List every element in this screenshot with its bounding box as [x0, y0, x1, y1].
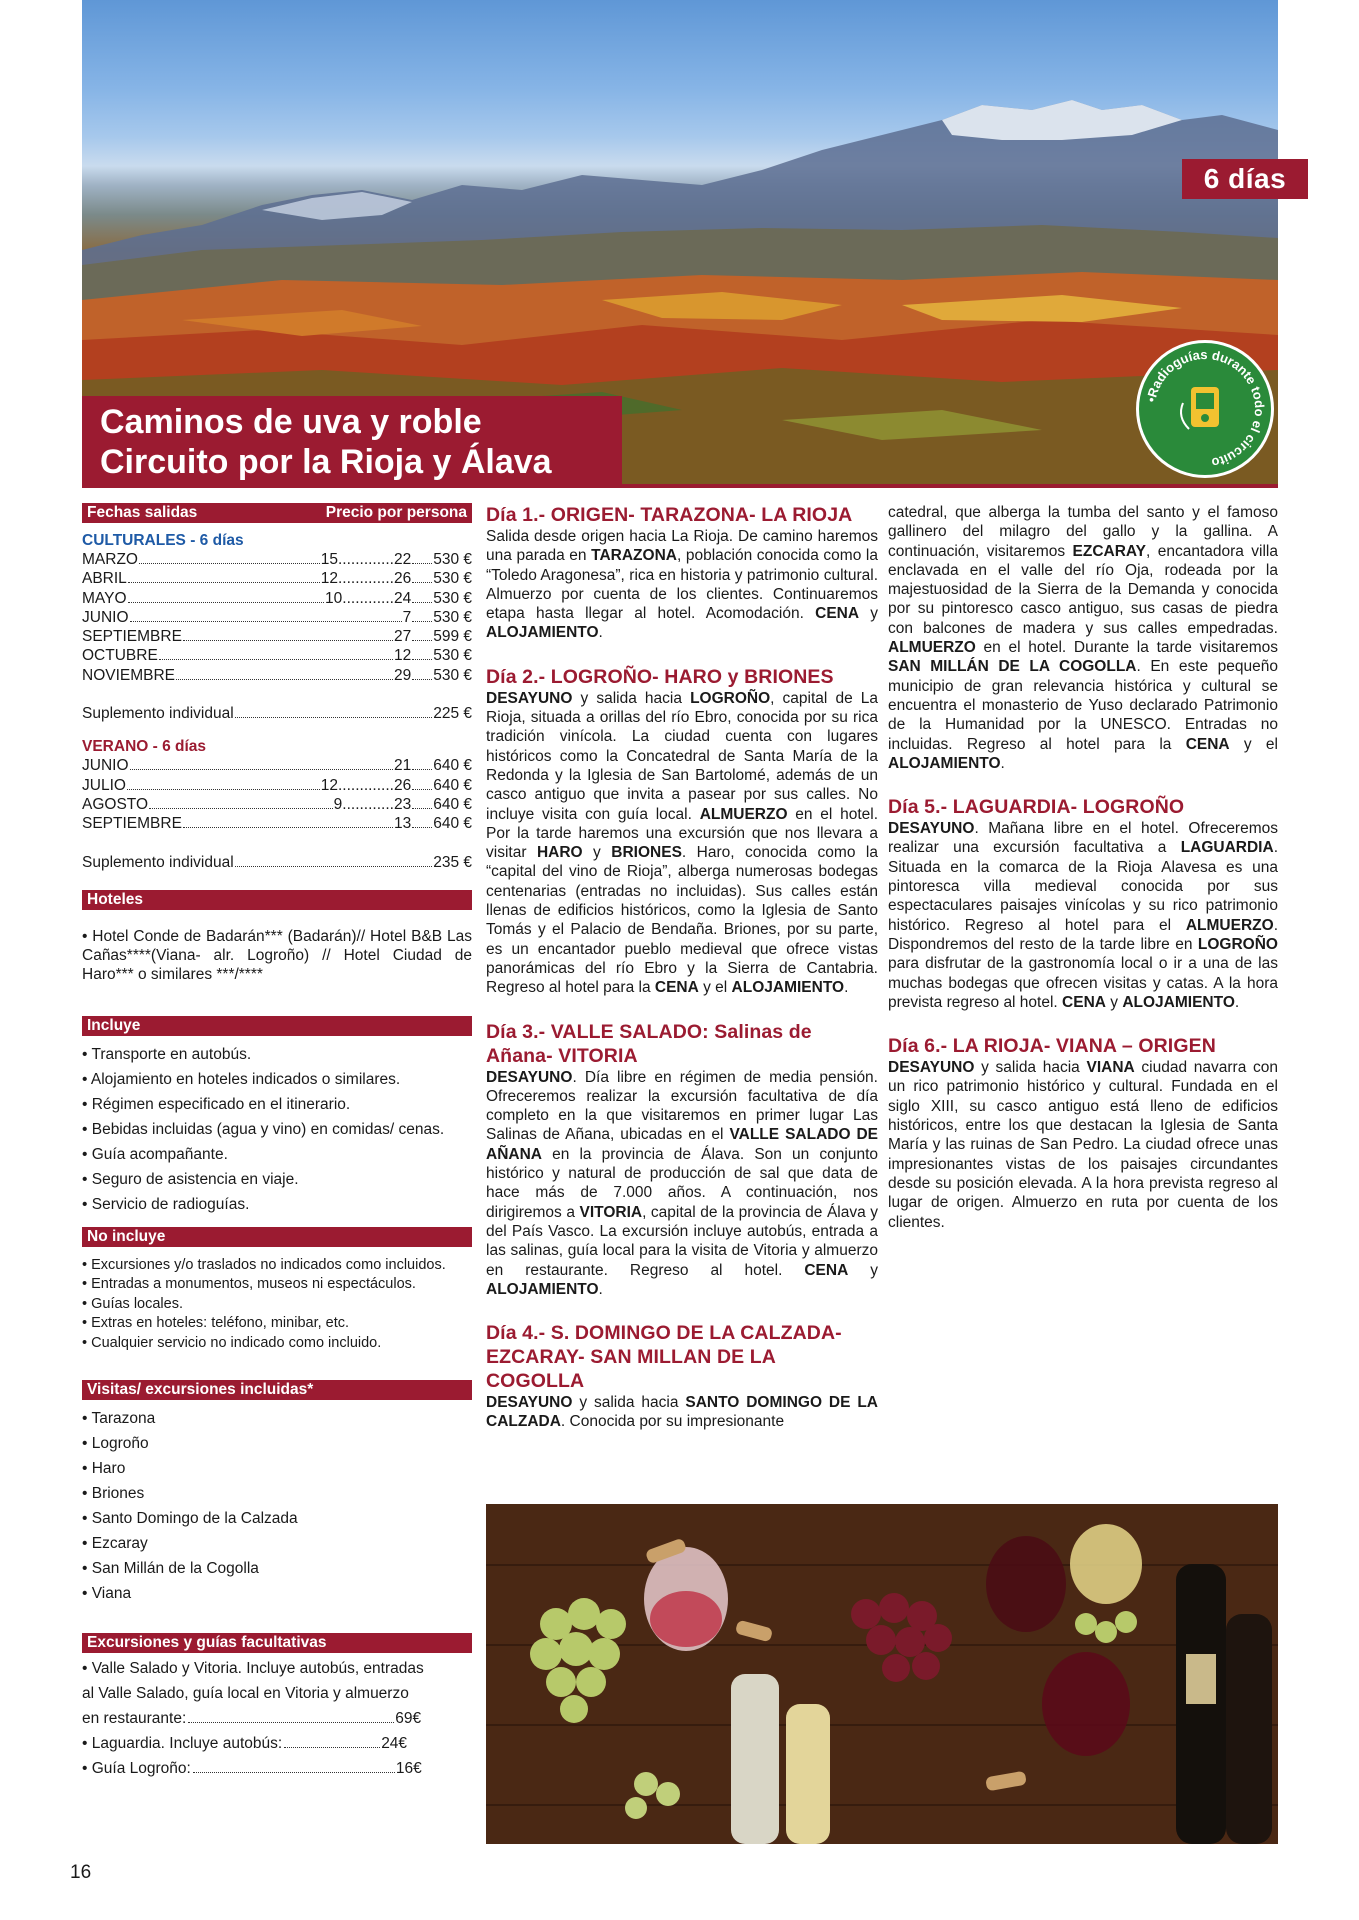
tour-title-box: [82, 396, 622, 488]
optional-item-label: en restaurante:: [82, 1710, 187, 1728]
dates: 10............24: [325, 589, 412, 607]
supplement-label: Suplemento individual: [82, 853, 234, 871]
price: 640 €: [433, 815, 472, 833]
month: MAYO: [82, 589, 127, 607]
verano-price-list: [82, 756, 472, 833]
price: 530 €: [433, 551, 472, 568]
dates: 12.............26: [320, 776, 412, 794]
list-item: • Seguro de asistencia en viaje.: [82, 1170, 299, 1188]
optional-header: [82, 1633, 472, 1653]
optional-list: [82, 1656, 472, 1781]
optional-item-price: 16€: [395, 1760, 422, 1778]
price-row: [82, 756, 472, 775]
day-1-title: Día 1.- ORIGEN- TARAZONA- LA RIOJA: [486, 504, 853, 526]
includes-list: [82, 1042, 472, 1217]
price: 640 €: [433, 757, 472, 775]
dates-header: Fechas salidas: [87, 504, 198, 521]
day-4-title: Día 4.- S. DOMINGO DE LA CALZADA- EZCARAY- SAN MILLAN DE LA COGOLLA: [486, 1322, 842, 1393]
list-item: • Santo Domingo de la Calzada: [82, 1510, 298, 1528]
culturales-title: CULTURALES - 6 días: [82, 532, 244, 549]
dates: 12: [393, 647, 412, 665]
price: 530 €: [433, 647, 472, 665]
list-item: • Viana: [82, 1585, 132, 1603]
radioguide-badge: [1136, 340, 1274, 478]
list-item: • Tarazona: [82, 1410, 156, 1428]
price: 530 €: [433, 666, 472, 684]
dates: 15.............22: [320, 551, 412, 568]
list-item: • Cualquier servicio no indicado como incluido.: [82, 1334, 382, 1351]
price: 640 €: [433, 776, 472, 794]
list-item: • Transporte en autobús.: [82, 1045, 252, 1063]
month: JUNIO: [82, 608, 129, 626]
list-item: • Bebidas incluidas (agua y vino) en comidas/ cenas.: [82, 1120, 445, 1138]
day-6-title: Día 6.- LA RIOJA- VIANA – ORIGEN: [888, 1035, 1216, 1058]
price-row: [82, 776, 472, 795]
radioguide-badge-text: •Radioguías durante todo el circuito: [1143, 346, 1268, 471]
list-item: • Régimen especificado en el itinerario.: [82, 1095, 351, 1113]
day-4-text: DESAYUNO y salida hacia SANTO DOMINGO DE LA CALZADA. Conocida por su impresionante: [486, 1394, 879, 1431]
month: JULIO: [82, 776, 126, 794]
price-row: [82, 627, 472, 646]
price-row: [82, 550, 472, 569]
hotels-title: Hoteles: [87, 890, 143, 908]
includes-title: Incluye: [87, 1016, 141, 1034]
dates: 29: [393, 666, 412, 684]
dates: 9............23: [333, 795, 412, 813]
duration-badge: 6 días: [1182, 159, 1308, 199]
day-3-text: DESAYUNO. Día libre en régimen de media pensión. Ofreceremos realizar la excursión facultativa de día completo en la que visitaremos en primer lugar Las Salinas de Añana, ubicadas en el VALLE SALADO DE AÑANA en la provincia de Álava. Son un conjunto histórico y natural de producción de sal que data de hace más de 7.000 años. A continuación, nos dirigiremos a VITORIA, capital de la provincia de Álava y del País Vasco. La excursión incluye autobús, entrada a las salinas, guía local para la visita de Vitoria y almuerzo en restaurante. Regreso al hotel. CENA y ALOJAMIENTO.: [486, 1068, 879, 1298]
list-item: • Briones: [82, 1485, 145, 1503]
supplement-label: Suplemento individual: [82, 705, 234, 723]
visits-title: Visitas/ excursiones incluidas*: [87, 1381, 314, 1399]
optional-item-price: 24€: [381, 1735, 408, 1753]
day-3-title: Día 3.- VALLE SALADO: Salinas de Añana- VITORIA: [486, 1020, 812, 1067]
month: AGOSTO: [82, 795, 149, 813]
day-2-title: Día 2.- LOGROÑO- HARO y BRIONES: [486, 665, 834, 688]
day-6-text: DESAYUNO y salida hacia VIANA ciudad navarra con un rico patrimonio histórico y cultural. Fundada en el siglo XIII, su casco antiguo está lleno de edificios históricos, entre los que destacan la Iglesia de Santa María y las ruinas de San Pedro. La ciudad ofrece unas impresionantes vistas de los paisajes circundantes desde su posición elevada. A la hora prevista regreso al lugar de origen. Almuerzo en ruta por cuenta de los clientes.: [888, 1059, 1278, 1231]
list-item: • Logroño: [82, 1435, 149, 1453]
price: 599 €: [433, 628, 472, 646]
supplement-price: 225 €: [433, 705, 472, 723]
left-column: [82, 503, 472, 1781]
supplement-row: [82, 853, 472, 872]
not-includes-title: No incluye: [87, 1227, 166, 1245]
day-2-text: DESAYUNO y salida hacia LOGROÑO, capital de La Rioja, situada a orillas del río Ebro, conocida por su rica tradición vinícola. La ciudad cuenta con lugares históricos como la Concatedral de Santa María de la Redonda y la Iglesia de San Bartolomé, además de un casco antiguo que invita a pasear por sus calles. No incluye visita con guía local. ALMUERZO en el hotel. Por la tarde haremos una excursión que nos llevara a visitar HARO y BRIONES. Haro, conocida como la “capital del vino de Rioja”, alberga numerosas bodegas centenarias (entradas no incluidas). Sus calles están llenas de edificios históricos, como la Iglesia de Santo Tomás y el Palacio de Bendaña. Briones, por su parte, es un encantador pueblo medieval que ofrece vistas panorámicas del río Ebro y la Sierra de Cantabria. Regreso al hotel para la CENA y el ALOJAMIENTO.: [486, 689, 879, 997]
month: OCTUBRE: [82, 647, 158, 665]
tour-title: Caminos de uva y roble: [100, 403, 482, 441]
day-4-text-continued: catedral, que alberga la tumba del santo y el famoso gallinero del milagro del gallo y la gallina. A continuación, visitaremos EZCARAY, encantadora villa enclavada en el valle del río Oja, rodeada por la majestuosidad de la Sierra de la Demanda y conocida por su pintoresco casco antiguo, sus casas de piedra con balcones de madera y sus calles empedradas. ALMUERZO en el hotel. Durante la tarde visitaremos SAN MILLÁN DE LA COGOLLA. En este pequeño municipio de gran relevancia histórica y cultural se encuentra el monasterio de Yuso declarado Patrimonio de la Humanidad por la UNESCO. Entradas no incluidas. Regreso al hotel para la CENA y el ALOJAMIENTO.: [888, 504, 1278, 772]
price-row: [82, 646, 472, 665]
list-item: • Guía acompañante.: [82, 1145, 228, 1163]
hero-divider: [82, 484, 1278, 488]
dates: 13: [393, 815, 412, 833]
day-1-text: Salida desde origen hacia La Rioja. De camino haremos una parada en TARAZONA, población conocida como la “Toledo Aragonesa”, rica en historia y patrimonio cultural. Almuerzo por cuenta de los clientes. Continuaremos etapa hasta llegar al hotel. Acomodación. CENA y ALOJAMIENTO.: [486, 528, 878, 642]
list-item: • Entradas a monumentos, museos ni espectáculos.: [82, 1276, 416, 1293]
month: MARZO: [82, 551, 138, 568]
month: ABRIL: [82, 570, 127, 588]
dates: 21: [393, 757, 412, 775]
optional-title: Excursiones y guías facultativas: [87, 1634, 327, 1652]
visits-header: [82, 1380, 472, 1400]
price-header: Precio por persona: [325, 504, 467, 521]
list-item: • Guías locales.: [82, 1295, 183, 1312]
visits-list: [82, 1406, 472, 1606]
month: SEPTIEMBRE: [82, 815, 182, 833]
includes-header: [82, 1016, 472, 1036]
list-item: • Extras en hoteles: teléfono, minibar, etc.: [82, 1315, 350, 1332]
dates: 27: [393, 628, 412, 646]
list-item: • Ezcaray: [82, 1535, 148, 1553]
price-row: [82, 589, 472, 608]
price: 530 €: [433, 608, 472, 626]
month: JUNIO: [82, 757, 129, 775]
list-item: • San Millán de la Cogolla: [82, 1560, 259, 1578]
price: 640 €: [433, 795, 472, 813]
day-5-title: Día 5.- LAGUARDIA- LOGROÑO: [888, 796, 1185, 819]
optional-price-row: [82, 1731, 472, 1756]
itinerary-column-2: [888, 503, 1278, 1254]
optional-item-price: 69€: [395, 1710, 422, 1728]
price-row: [82, 795, 472, 814]
optional-item-line: • Valle Salado y Vitoria. Incluye autobús, entradas: [82, 1660, 424, 1678]
price-row: [82, 666, 472, 685]
dates: 12.............26: [320, 570, 412, 588]
list-item: • Haro: [82, 1460, 126, 1478]
hotels-header: [82, 890, 472, 910]
price-row: [82, 608, 472, 627]
price: 530 €: [433, 570, 472, 588]
dates: 7: [402, 608, 412, 626]
price: 530 €: [433, 589, 472, 607]
month: SEPTIEMBRE: [82, 628, 182, 646]
day-5-text: DESAYUNO. Mañana libre en el hotel. Ofreceremos realizar una excursión facultativa a LAGUARDIA. Situada en la comarca de la Rioja Alavesa es una pintoresca villa medieval conocida por sus espectaculares paisajes vinícolas y su rico patrimonio histórico. Regreso al hotel para el ALMUERZO. Dispondremos del resto de la tarde libre en LOGROÑO para disfrutar de la gastronomía local o ir a una de las muchas bodegas que ofrecen visitas y catas. A la hora prevista regreso al hotel. CENA y ALOJAMIENTO.: [888, 820, 1278, 1011]
prices-header: [82, 503, 472, 523]
optional-price-row: [82, 1706, 472, 1731]
list-item: • Servicio de radioguías.: [82, 1195, 250, 1213]
not-includes-list: [82, 1256, 472, 1354]
tour-subtitle: Circuito por la Rioja y Álava: [100, 443, 552, 481]
wine-still-life-photo: [486, 1504, 1278, 1844]
optional-price-row: [82, 1756, 472, 1781]
verano-title: VERANO - 6 días: [82, 738, 207, 756]
page-number: 16: [70, 1862, 92, 1883]
list-item: • Excursiones y/o traslados no indicados como incluidos.: [82, 1256, 446, 1273]
supplement-row: [82, 704, 472, 723]
not-includes-header: [82, 1227, 472, 1247]
month: NOVIEMBRE: [82, 666, 176, 684]
optional-item-label: • Guía Logroño:: [82, 1760, 191, 1778]
price-row: [82, 814, 472, 833]
radioguide-icon: [1139, 343, 1271, 475]
optional-item-label: • Laguardia. Incluye autobús:: [82, 1735, 283, 1753]
hotels-text: • Hotel Conde de Badarán*** (Badarán)// Hotel B&B Las Cañas****(Viana- alr. Logroño) // Hotel Ciudad de Haro*** o similares ***/****: [82, 927, 472, 983]
itinerary-column-1: [486, 503, 878, 1454]
culturales-price-list: [82, 550, 472, 685]
supplement-price: 235 €: [433, 853, 472, 871]
list-item: • Alojamiento en hoteles indicados o similares.: [82, 1070, 401, 1088]
price-row: [82, 569, 472, 588]
optional-item-line: al Valle Salado, guía local en Vitoria y almuerzo: [82, 1685, 409, 1703]
